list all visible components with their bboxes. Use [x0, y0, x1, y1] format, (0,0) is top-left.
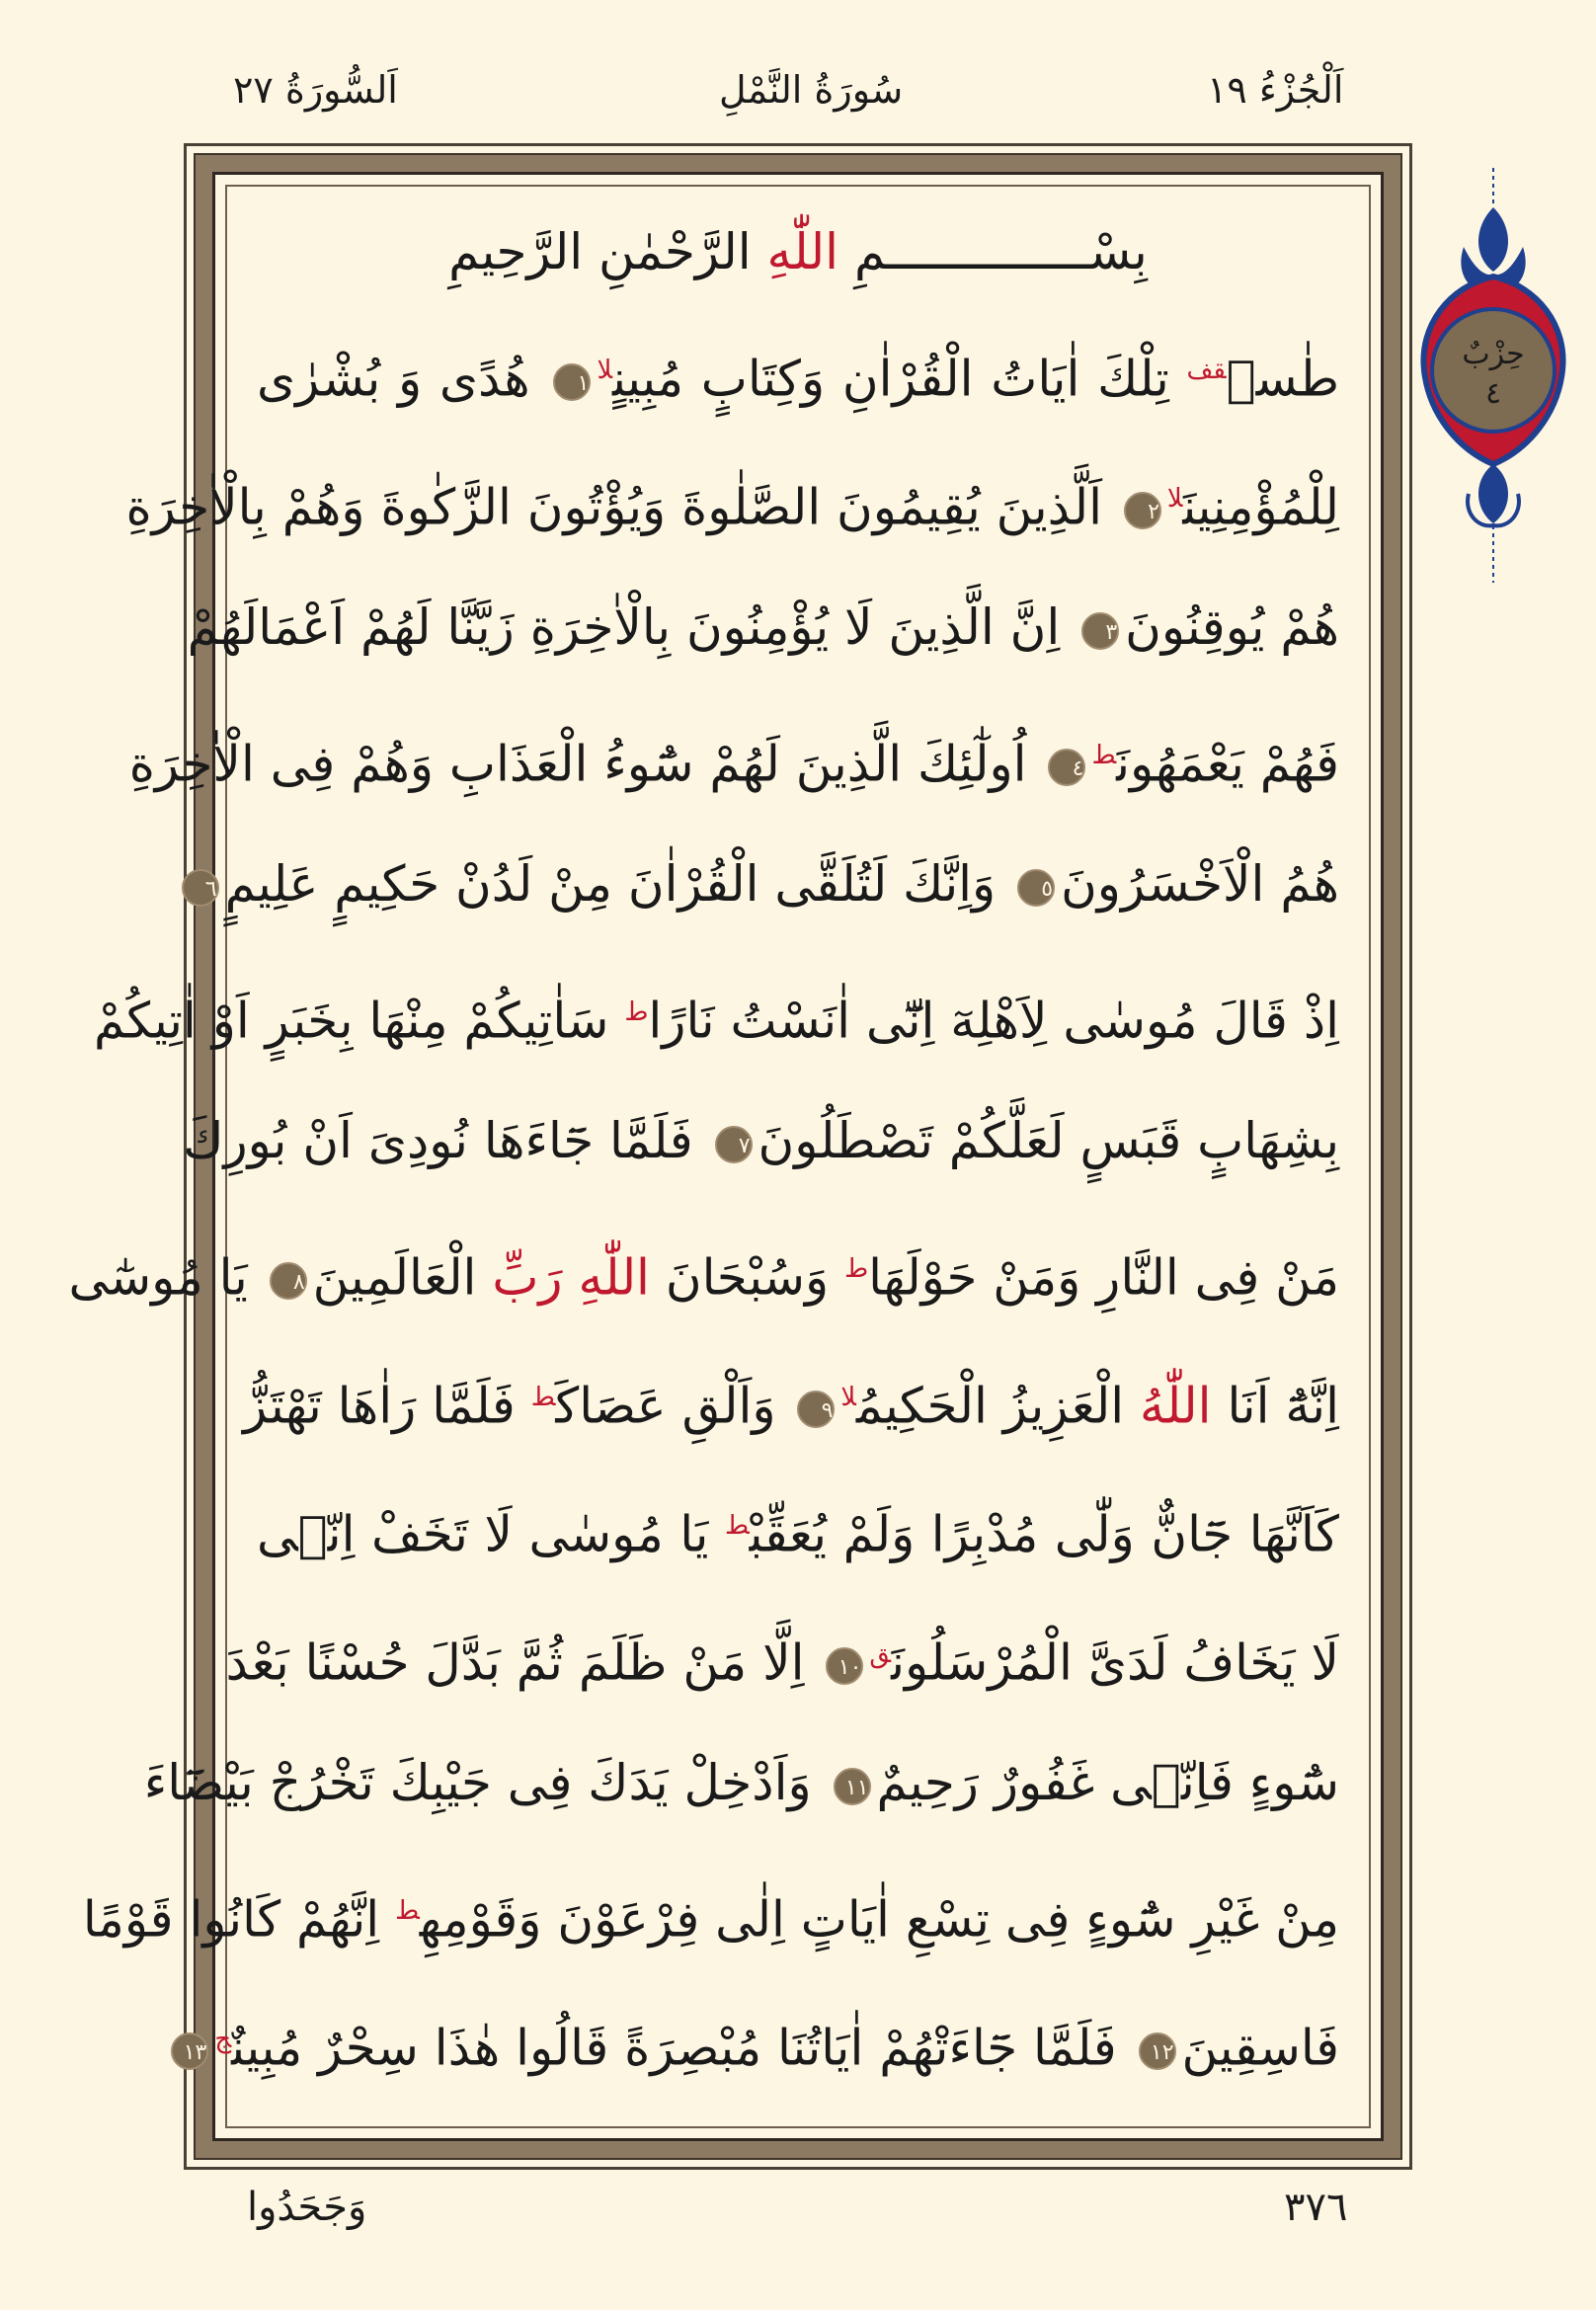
verse-text: لَا يَخَافُ لَدَىَّ الْمُرْسَلُونَ [891, 1633, 1339, 1692]
verse-text: اِنَّهُٓ اَنَا [1211, 1377, 1339, 1435]
verse-text: طٰسۜ [1226, 350, 1339, 408]
verse-text: لِلْمُؤْمِنِينَ [1182, 478, 1339, 536]
divine-name-text: اللّٰهُ [1140, 1377, 1212, 1435]
verse-text: اِلَّا مَنْ ظَلَمَ ثُمَّ بَدَّلَ حُسْنًا بَعْدَ [225, 1633, 821, 1692]
verse-text: فَهُمْ يَعْمَهُونَ [1116, 735, 1339, 793]
verse-line [183, 1091, 1339, 1190]
verse-text: وَاِنَّكَ لَتُلَقَّى الْقُرْاٰنَ مِنْ لَدُنْ حَكِيمٍ عَلِيمٍ [224, 855, 1012, 913]
verse-text: اِنَّ الَّذِينَ لَا يُؤْمِنُونَ بِالْاٰخِرَةِ زَيَّنَّا لَهُمْ اَعْمَالَهُمْ [187, 598, 1077, 656]
ayah-number-marker: ٤ [1048, 749, 1085, 786]
verse-line [257, 321, 1339, 420]
verse-text: وَاَدْخِلْ يَدَكَ فِى جَيْبِكَ تَخْرُجْ بَيْضَٓاءَ [143, 1754, 828, 1811]
waqf-stop-sign: قف [1186, 356, 1227, 385]
verse-text: هُمْ يُوقِنُونَ [1125, 598, 1339, 656]
verse-line [82, 1862, 1339, 1960]
verse-line [187, 578, 1339, 677]
waqf-stop-sign: لا [840, 1383, 856, 1412]
divine-name-text: اللّٰهِ رَبِّ [492, 1248, 650, 1307]
catchword: وَجَحَدُوا [247, 2185, 367, 2230]
ayah-number-marker: ١٣ [171, 2032, 208, 2070]
verse-text: اِنَّهُمْ كَانُوا قَوْمًا [82, 1890, 396, 1949]
verse-text: يَا مُوسٰى لَا تَخَفْ اِنّٖى [257, 1505, 725, 1563]
hizb-label: حِزْبٌ [1462, 337, 1525, 371]
verse-text: هُدًى وَ بُشْرٰى [257, 350, 548, 408]
verse-line [243, 1348, 1339, 1447]
verse-line [225, 1605, 1339, 1704]
verse-text: هُمُ الْاَخْسَرُونَ [1061, 855, 1339, 913]
verse-text: تِلْكَ اٰيَاتُ الْقُرْاٰنِ وَكِتَابٍ مُبِينٍ [611, 350, 1187, 408]
waqf-stop-sign: ط [844, 1254, 869, 1284]
verse-text: الْعَالَمِينَ [312, 1248, 493, 1307]
ayah-number-marker: ١ [553, 363, 591, 401]
verse-text: وَاَلْقِ عَصَاكَ [555, 1377, 792, 1435]
verse-text: اِذْ قَالَ مُوسٰى لِاَهْلِهٓ اِنّٓى اٰنَسْتُ نَارًا [648, 992, 1339, 1050]
ayah-number-marker: ٢ [1124, 492, 1161, 529]
waqf-stop-sign: لا [597, 356, 612, 385]
verse-text: يَا مُوسٰٓى [68, 1248, 264, 1307]
juz-label: اَلْجُزْءُ ١٩ [1207, 68, 1344, 112]
verse-text: فَلَمَّا جَٓاءَهَا نُودِىَ اَنْ بُورِكَ [183, 1112, 709, 1169]
verse-line [204, 835, 1339, 933]
waqf-stop-sign: ط [530, 1383, 556, 1412]
verse-text: سَاٰتِيكُمْ مِنْهَا بِخَبَرٍ اَوْ اٰتِيكُمْ [94, 992, 625, 1050]
verse-line [143, 1733, 1339, 1832]
ayah-number-marker: ١٠ [826, 1647, 863, 1685]
verse-text: فَلَمَّا جَٓاءَتْهُمْ اٰيَاتُنَا مُبْصِرَةً قَالُوا هٰذَا سِحْرٌ مُبِينٌ [231, 2019, 1133, 2077]
verse-text: كَاَنَّهَا جَٓانٌّ وَلّٰى مُدْبِرًا وَلَمْ يُعَقِّبْ [749, 1505, 1339, 1563]
verse-text: مِنْ غَيْرِ سُٓوءٍ فِى تِسْعِ اٰيَاتٍ اِلٰى فِرْعَوْنَ وَقَوْمِهِ [419, 1890, 1339, 1949]
basmala-allah: اللّٰهِ [766, 223, 839, 280]
ayah-number-marker: ٣ [1081, 612, 1119, 650]
waqf-stop-sign: ج [214, 2025, 232, 2054]
verse-line [183, 1990, 1339, 2089]
verse-text: اُولٰٓئِكَ الَّذِينَ لَهُمْ سُٓوءُ الْعَذَابِ وَهُمْ فِى الْاٰخِرَةِ [128, 735, 1043, 793]
ayah-number-marker: ١١ [834, 1768, 871, 1805]
waqf-stop-sign: ط [724, 1511, 750, 1541]
verse-line [257, 1476, 1339, 1575]
ornament-icon [1423, 168, 1562, 583]
sura-title: سُورَةُ النَّمْلِ [719, 68, 904, 112]
verse-text: مَنْ فِى النَّارِ وَمَنْ حَوْلَهَا [868, 1248, 1339, 1307]
hizb-number: ٤ [1484, 376, 1502, 411]
verse-text: بِشِهَابٍ قَبَسٍ لَعَلَّكُمْ تَصْطَلُونَ [758, 1112, 1339, 1169]
ayah-number-marker: ٦ [182, 869, 219, 907]
verse-text: الْعَزِيزُ الْحَكِيمُ [855, 1377, 1141, 1435]
waqf-stop-sign: لا [1166, 484, 1183, 514]
ayah-number-marker: ٨ [270, 1262, 307, 1300]
verse-text: فَلَمَّا رَاٰهَا تَهْتَزُّ [243, 1377, 531, 1435]
sura-number: اَلسُّورَةُ ٢٧ [233, 68, 398, 112]
verse-line [125, 449, 1339, 548]
waqf-stop-sign: ط [1091, 741, 1117, 770]
verse-line [128, 706, 1339, 805]
verse-text: وَسُبْحَانَ [649, 1248, 845, 1307]
ayah-number-marker: ٩ [797, 1391, 835, 1428]
verse-line [94, 963, 1339, 1062]
ayah-number-marker: ٧ [715, 1126, 753, 1163]
hizb-marker [1414, 168, 1572, 583]
page-number: ٣٧٦ [1284, 2185, 1348, 2230]
waqf-stop-sign: ق [869, 1639, 892, 1669]
verse-text: سُٓوءٍ فَاِنّٖى غَفُورٌ رَحِيمٌ [876, 1754, 1339, 1811]
waqf-stop-sign: ط [624, 997, 649, 1027]
ayah-number-marker: ٥ [1017, 869, 1055, 907]
ayah-number-marker: ١٢ [1139, 2032, 1176, 2070]
waqf-stop-sign: ط [395, 1896, 420, 1926]
verse-text: فَاسِقِينَ [1181, 2019, 1339, 2077]
basmala-bism: بِسْــــــــــــــمِ [853, 223, 1148, 280]
basmala-rahman: الرَّحْمٰنِ الرَّحِيمِ [448, 223, 752, 280]
verse-text: اَلَّذِينَ يُقِيمُونَ الصَّلٰوةَ وَيُؤْتُونَ الزَّكٰوةَ وَهُمْ بِالْاٰخِرَةِ [125, 478, 1118, 536]
verse-line [68, 1220, 1339, 1318]
basmala-line [257, 202, 1339, 301]
text-block [68, 202, 1359, 2109]
